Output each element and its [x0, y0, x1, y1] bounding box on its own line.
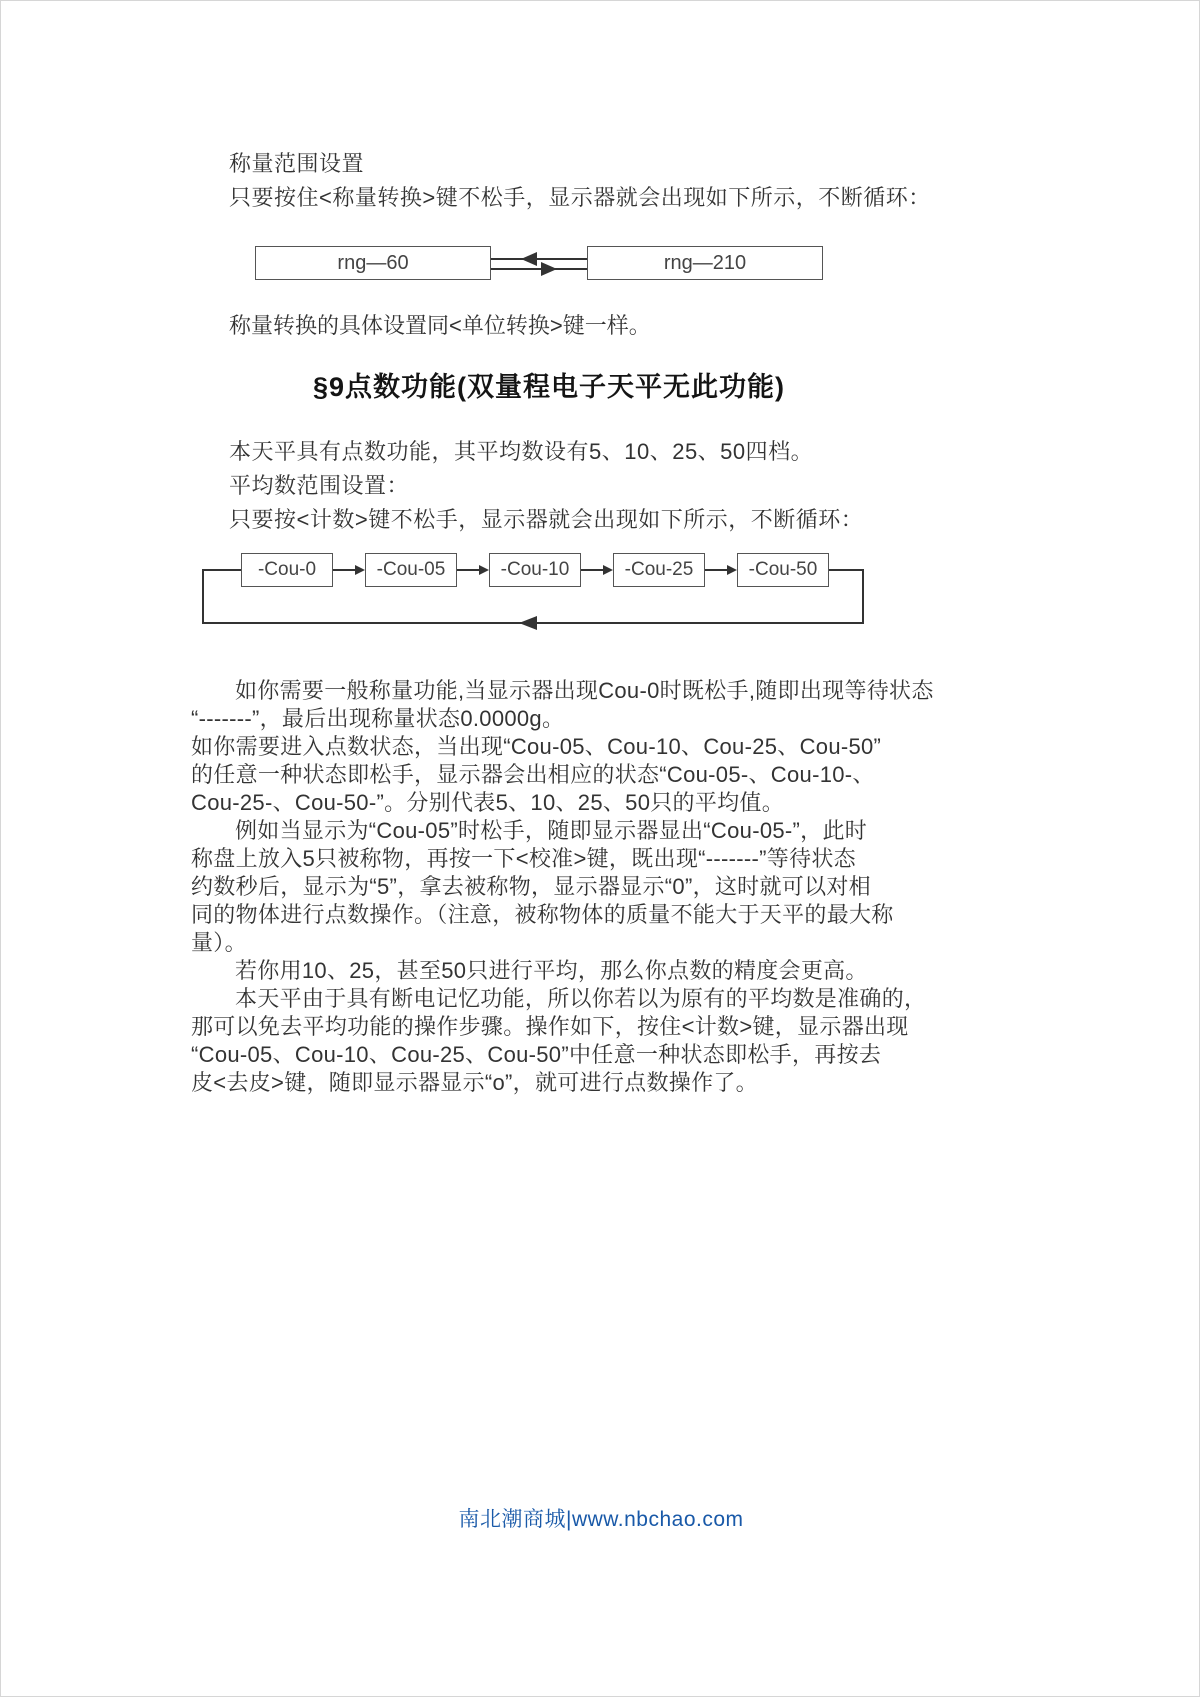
body-line: 那可以免去平均功能的操作步骤。操作如下，按住<计数>键，显示器出现 [191, 1014, 909, 1039]
section-heading: §9点数功能(双量程电子天平无此功能) [312, 372, 785, 402]
body-line: 若你用10、25，甚至50只进行平均，那么你点数的精度会更高。 [235, 958, 868, 983]
page-content [191, 147, 934, 1097]
count-box-05: -Cou-05 [365, 553, 457, 587]
counting-intro-line: 平均数范围设置： [229, 473, 410, 498]
body-line: 量）。 [191, 930, 247, 955]
count-box-row [241, 553, 829, 587]
body-line: 例如当显示为“Cou-05”时松手，随即显示器显出“Cou-05-”，此时 [235, 818, 868, 843]
body-line: 的任意一种状态即松手，显示器会出相应的状态“Cou-05-、Cou-10-、 [191, 762, 875, 787]
weighing-range-instruction: 只要按住<称量转换>键不松手，显示器就会出现如下所示，不断循环： [229, 185, 931, 210]
body-line: 如你需要进入点数状态，当出现“Cou-05、Cou-10、Cou-25、Cou-50” [191, 734, 882, 759]
range-cycle-diagram [255, 245, 907, 281]
body-line: 如你需要一般称量功能,当显示器出现Cou-0时既松手,随即出现等待状态 [235, 678, 934, 703]
right-arrow-icon [581, 563, 613, 577]
count-box-10: -Cou-10 [489, 553, 581, 587]
count-box-0: -Cou-0 [241, 553, 333, 587]
body-line: “-------”，最后出现称量状态0.0000g。 [191, 706, 565, 731]
range-box-210: rng—210 [587, 246, 823, 280]
count-box-25: -Cou-25 [613, 553, 705, 587]
body-line: 皮<去皮>键，随即显示器显示“o”，就可进行点数操作了。 [191, 1070, 758, 1095]
body-line: 称盘上放入5只被称物，再按一下<校准>键，既出现“-------”等待状态 [191, 846, 856, 871]
body-line: 约数秒后，显示为“5”，拿去被称物，显示器显示“0”，这时就可以对相 [191, 874, 871, 899]
counting-intro-line: 只要按<计数>键不松手，显示器就会出现如下所示，不断循环： [229, 507, 864, 532]
body-line: Cou-25-、Cou-50-”。分别代表5、10、25、50只的平均值。 [191, 790, 785, 815]
body-line: “Cou-05、Cou-10、Cou-25、Cou-50”中任意一种状态即松手，再按去 [191, 1042, 882, 1067]
footer-site-text: 南北潮商城|www.nbchao.com [458, 1508, 744, 1531]
weighing-range-title: 称量范围设置 [229, 151, 365, 176]
right-arrow-icon [457, 563, 489, 577]
right-arrow-icon [705, 563, 737, 577]
body-line: 本天平由于具有断电记忆功能，所以你若以为原有的平均数是准确的， [235, 986, 927, 1011]
body-line: 同的物体进行点数操作。（注意，被称物体的质量不能大于天平的最大称 [191, 902, 894, 927]
right-arrow-icon [333, 563, 365, 577]
weighing-range-note: 称量转换的具体设置同<单位转换>键一样。 [229, 313, 651, 338]
range-box-60: rng—60 [255, 246, 491, 280]
counting-intro [191, 435, 907, 537]
count-box-50: -Cou-50 [737, 553, 829, 587]
count-cycle-diagram [191, 553, 891, 631]
counting-body [191, 677, 934, 1097]
cycle-arrows-icon [491, 246, 587, 280]
counting-intro-line: 本天平具有点数功能，其平均数设有5、10、25、50四档。 [229, 439, 814, 464]
